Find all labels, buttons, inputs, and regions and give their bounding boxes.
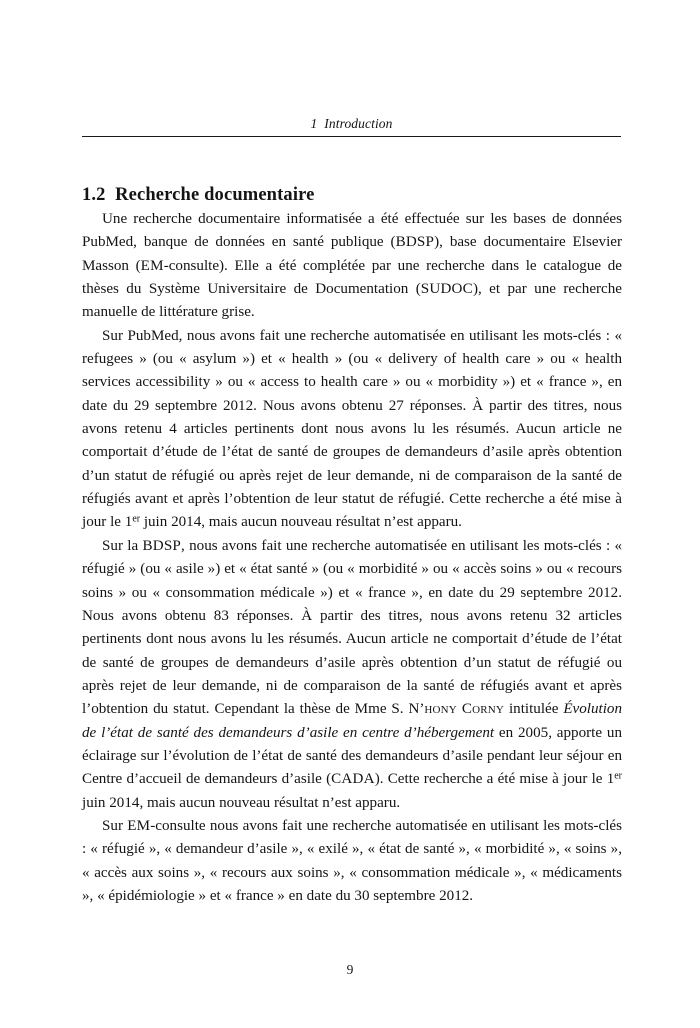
running-head-rule <box>82 136 621 137</box>
p4-seg1: Sur <box>102 817 128 834</box>
p2-ordinal-suffix: er <box>132 513 141 525</box>
paragraph-3 <box>82 535 622 815</box>
p2-seg1: Sur PubMed, nous avons fait une recherche automatisée en utilisant les mots-clés : « refugees » (ou « asylum ») et « health » (ou « delivery of health care » ou « health services accessibility » ou « access to health care » ou « morbidity ») et « france », en date du 29 septembre 2012. Nous avons obtenu 27 réponses. À partir des titres, nous avons retenu 4 articles pertinents dont nous avons lu les résumés. Aucun article ne comportait d’étude de l’état de santé de groupes de demandeurs d’asile après obtention d’un statut de réfugié ou après rejet de leur demande, ni de comparaison de la santé de réfugiés avant et après l’obtention de leur statut de réfugié. Cette recherche a été mise à jour le 1 <box>82 327 622 531</box>
author-name-corny: Corny <box>461 701 505 718</box>
thesis-title: Évolution de l’état de santé des demandeurs d’asile en centre d’hébergement <box>82 701 622 741</box>
paragraph-1 <box>82 208 622 325</box>
author-name-hony: hony <box>424 701 457 718</box>
p2-seg2: juin 2014, mais aucun nouveau résultat n’est apparu. <box>140 514 462 531</box>
running-head-block <box>82 116 621 137</box>
p3-seg6: ). Cette recherche a été mise à jour le 1 <box>374 771 615 788</box>
p3-ordinal-suffix: er <box>614 770 622 782</box>
p3-seg4: intitulée <box>504 701 564 718</box>
p3-seg7: juin 2014, mais aucun nouveau résultat n’est apparu. <box>82 794 401 811</box>
paragraph-4 <box>82 815 622 908</box>
p4-seg2: -consulte nous avons fait une recherche automatisée en utilisant les mots-clés : « réfugié », « demandeur d’asile », « exilé », « état de santé », « morbidité », « soins », « accès aux soins », « recours aux soins », « consommation médicale », « médicaments », « épidémiologie » et « france » en date du 30 septembre 2012. <box>82 817 623 904</box>
p1-seg3: -consulte). Elle a été complétée par une recherche dans le catalogue de thèses du Système Universitaire de Documentation ( <box>82 257 623 298</box>
acronym-em: EM <box>140 257 164 274</box>
running-head: 1 Introduction <box>310 116 393 131</box>
body-text <box>82 208 622 908</box>
section-heading: 1.2 Recherche documentaire <box>82 185 315 206</box>
acronym-cada: CADA <box>331 771 375 788</box>
acronym-bdsp-2: BDSP <box>142 537 182 554</box>
paragraph-2 <box>82 325 622 535</box>
p1-seg2: ), base documentaire Elsevier Masson ( <box>82 234 623 274</box>
acronym-bdsp: BDSP <box>395 234 435 251</box>
acronym-sudoc: SUDOC <box>420 281 473 298</box>
p3-seg2: , nous avons fait une recherche automatisée en utilisant les mots-clés : « réfugié » (ou « asile ») et « état santé » (ou « morbidité » ou « accès soins » ou « recours soins » ou « consommation médicale ») et « france », en date du 29 septembre 2012. Nous avons obtenu 83 réponses. À partir des titres, nous avons retenu 32 articles pertinents dont nous avons lu les résumés. Aucun article ne comportait d’étude de l’état de santé de groupes de demandeurs d’asile après obtention d’un statut de réfugié ou après rejet de leur demande, ni de comparaison de la santé de réfugiés avant et après l’obtention du statut. Cependant la thèse de Mme S. N’ <box>82 537 622 718</box>
p3-seg1: Sur la <box>102 537 143 554</box>
p3-seg5: en 2005, apporte un éclairage sur l’évolution de l’état de santé des demandeurs d’asile pendant leur séjour en Centre d’accueil de demandeurs d’asile ( <box>82 724 623 788</box>
page-number: 9 <box>346 962 354 977</box>
acronym-em-2: EM <box>127 817 151 834</box>
p1-seg1: Une recherche documentaire informatisée a été effectuée sur les bases de données PubMed, banque de données en santé publique ( <box>82 211 622 251</box>
p1-seg4: ), et par une recherche manuelle de littérature grise. <box>82 281 623 321</box>
